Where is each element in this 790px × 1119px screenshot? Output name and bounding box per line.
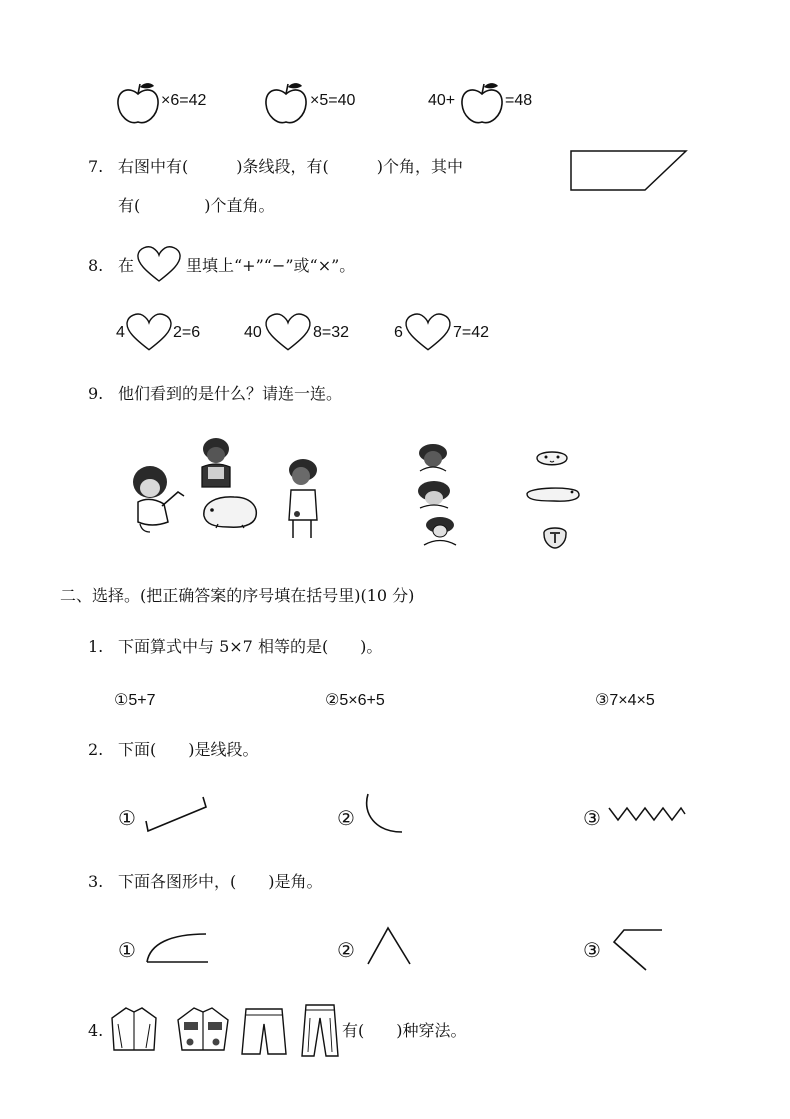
c3-number: 3.: [88, 872, 104, 891]
c3-figure-angle: [366, 926, 412, 966]
apple-equation-3-suffix: =48: [505, 92, 533, 109]
c1-option-2: ②5×6+5: [325, 692, 385, 709]
q7-line2: 有( )个直角。: [118, 196, 275, 215]
jacket-icon: [108, 1004, 160, 1056]
q7-line1: 右图中有( )条线段，有( )个角，其中: [118, 157, 463, 176]
c2-figure-zigzag: [608, 806, 686, 822]
c2-number: 2.: [88, 740, 104, 759]
heart-icon: [264, 312, 312, 352]
heart-icon: [404, 312, 452, 352]
c3-marker-3: ③: [583, 940, 601, 962]
c2-marker-1: ①: [118, 808, 136, 830]
apple-equation-1: ×6=42: [161, 92, 207, 109]
c4-number: 4.: [88, 1021, 104, 1040]
q8-item-3-right: 7=42: [453, 324, 490, 341]
q7-number: 7.: [88, 157, 104, 176]
c1-text: 下面算式中与 5×7 相等的是( )。: [118, 637, 383, 656]
apple-icon: [263, 80, 309, 126]
c3-text: 下面各图形中，( )是角。: [118, 872, 323, 891]
view-girl-face: [416, 480, 454, 510]
q8-item-3-left: 6: [394, 324, 403, 341]
q9-text: 他们看到的是什么？请连一连。: [118, 384, 343, 403]
apple-icon: [459, 80, 505, 126]
c2-marker-3: ③: [583, 808, 601, 830]
girl-illustration: [128, 462, 188, 534]
q8-number: 8.: [88, 256, 104, 275]
c2-text: 下面( )是线段。: [118, 740, 259, 759]
trousers-icon: [300, 1002, 340, 1058]
heart-icon: [125, 312, 173, 352]
c3-figure-bent-line: [612, 928, 664, 972]
apple-equation-2: ×5=40: [310, 92, 356, 109]
c1-option-3: ③7×4×5: [595, 692, 655, 709]
c3-marker-1: ①: [118, 940, 136, 962]
view-boy-side: [420, 516, 460, 546]
q8-item-1-left: 4: [116, 324, 125, 341]
q9-number: 9.: [88, 384, 104, 403]
apple-equation-3-prefix: 40+: [428, 92, 456, 109]
c3-figure-arc: [144, 932, 210, 964]
c2-figure-curve: [362, 792, 406, 836]
q8-prefix: 在: [118, 256, 135, 275]
view-guinea-pig-side: [524, 484, 582, 504]
apple-icon: [115, 80, 161, 126]
c1-option-1: ①5+7: [114, 692, 156, 709]
section2-title: 二、选择。(把正确答案的序号填在括号里)(10 分): [60, 586, 415, 605]
coat-icon: [174, 1004, 232, 1056]
q8-item-1-right: 2=6: [173, 324, 201, 341]
shorts-icon: [240, 1006, 288, 1056]
guinea-pig-illustration: [200, 494, 260, 530]
q8-item-2-right: 8=32: [313, 324, 350, 341]
c2-marker-2: ②: [337, 808, 355, 830]
boy-illustration: [196, 437, 240, 493]
view-boy-face: [416, 443, 450, 473]
heart-icon: [136, 245, 182, 283]
c4-text: 有( )种穿法。: [342, 1021, 467, 1040]
q8-suffix: 里填上“+”“−”或“×”。: [186, 256, 356, 275]
trapezoid-figure: [570, 150, 688, 192]
boy-standing-illustration: [283, 458, 323, 542]
view-guinea-pig-back: [540, 524, 570, 550]
c3-marker-2: ②: [337, 940, 355, 962]
c2-figure-segment: [144, 795, 208, 835]
view-guinea-pig-front: [534, 448, 570, 470]
c1-number: 1.: [88, 637, 104, 656]
q8-item-2-left: 40: [244, 324, 262, 341]
